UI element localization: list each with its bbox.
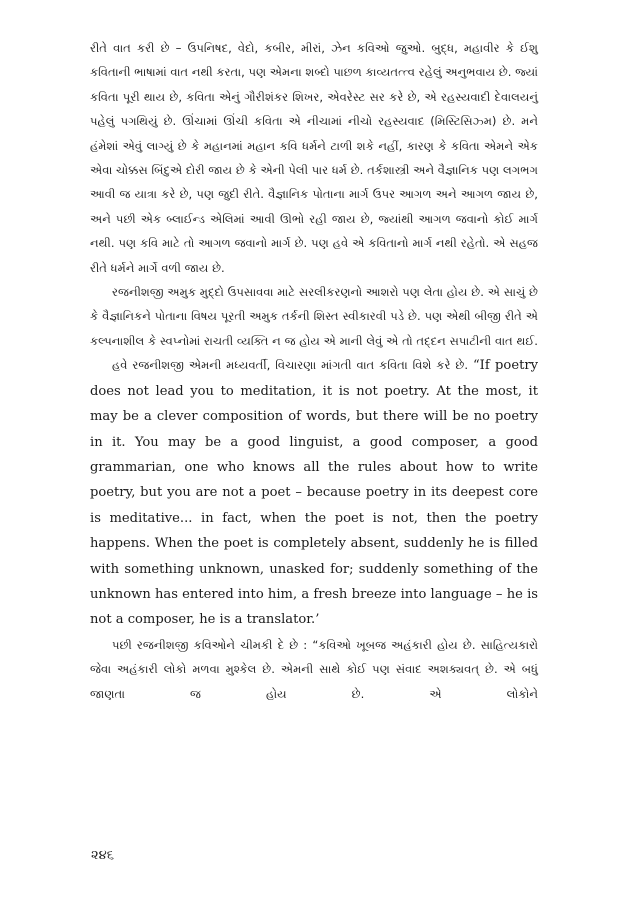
paragraph-3 — [90, 353, 538, 632]
paragraph-3-gujarati: હવે રજનીશજી એમની મધ્યવર્તી, વિચારણા માંગતી વાત કવિતા વિશે કરે છે. — [112, 358, 473, 373]
page-number: ૨૪૬ — [91, 848, 114, 863]
paragraph-4: પછી રજનીશજી કવિઓને ચીમકી દે છે : “કવિઓ ખૂબજ અહંકારી હોય છે. સાહિત્યકારો જેવા અહંકારી લોકો મળવા મુશ્કેલ છે. એમની સાથે કોઈ પણ સંવાદ અશક્યવત્ છે. એ બધું જાણતા જ હોય છે. એ લોકોને — [90, 637, 538, 701]
paragraph-1: રીતે વાત કરી છે – ઉપનિષદ, વેદો, કબીર, મીરાં, ઝેન કવિઓ જુઓ. બુદ્ધ, મહાવીર કે ઈશુ કવિતાની ભાષામાં વાત નથી કરતા, પણ એમના શબ્દો પાછળ કાવ્યતત્ત્વ રહેલું અનુભવાય છે. જ્યાં કવિતા પૂરી થાય છે, કવિતા એનું ગૌરીશંકર શિખર, એવરેસ્ટ સર કરે છે, એ રહસ્યવાદી દેવાલયનું પહેલું પગથિયું છે. ઊંચામાં ઊંચી કવિતા એ નીચામાં નીચો રહસ્યવાદ (મિસ્ટિસિઝ્મ) છે. મને હંમેશાં એવું લાગ્યું છે કે મહાનમાં મહાન કવિ ધર્મને ટાળી શકે નહીં, કારણ કે કવિતા એમને એક એવા ચોક્કસ બિંદુએ દોરી જાય છે કે એની પેલી પાર ધર્મ છે. તર્કશાસ્ત્રી અને વૈજ્ઞાનિક પણ લગભગ આવી જ યાત્રા કરે છે, પણ જુદી રીતે. વૈજ્ઞાનિક પોતાના માર્ગ ઉપર આગળ અને આગળ જાય છે, અને પછી એક બ્લાઈન્ડ એલિમાં આવી ઊભો રહી જાય છે, જ્યાંથી આગળ જવાનો કોઈ માર્ગ નથી. પણ કવિ માટે તો આગળ જવાનો માર્ગ છે. પણ હવે એ કવિતાનો માર્ગ નથી રહેતો. એ સહજ રીતે ધર્મને માર્ગે વળી જાય છે. — [90, 41, 538, 275]
page-body — [90, 36, 538, 706]
paragraph-2: રજનીશજી અમુક મુદ્દો ઉપસાવવા માટે સરલીકરણનો આશરો પણ લેતા હોય છે. એ સાચું છે કે વૈજ્ઞાનિકને પોતાના વિષય પૂરતી અમુક તર્કની શિસ્ત સ્વીકારવી પડે છે. પણ એથી બીજી રીતે એ કલ્પનાશીલ કે સ્વપ્નોમાં રાચતી વ્યક્તિ ન જ હોય એ માની લેવું એ તો તદ્દન સપાટીની વાત થઈ. — [90, 285, 538, 348]
english-quote: “If poetry does not lead you to meditation, it is not poetry. At the most, it may be a clever composition of words, but there will be no poetry in it. You may be a good linguist, a good composer, a good grammarian, one who knows all the rules about how to write poetry, but you are not a poet – because poetry in its deepest core is meditative... in fact, when the poet is not, then the poetry happens. When the poet is completely absent, suddenly he is filled with something unknown, unasked for; suddenly something of the unknown has entered into him, a fresh breeze into language – he is not a composer, he is a translator.’ — [90, 358, 538, 628]
